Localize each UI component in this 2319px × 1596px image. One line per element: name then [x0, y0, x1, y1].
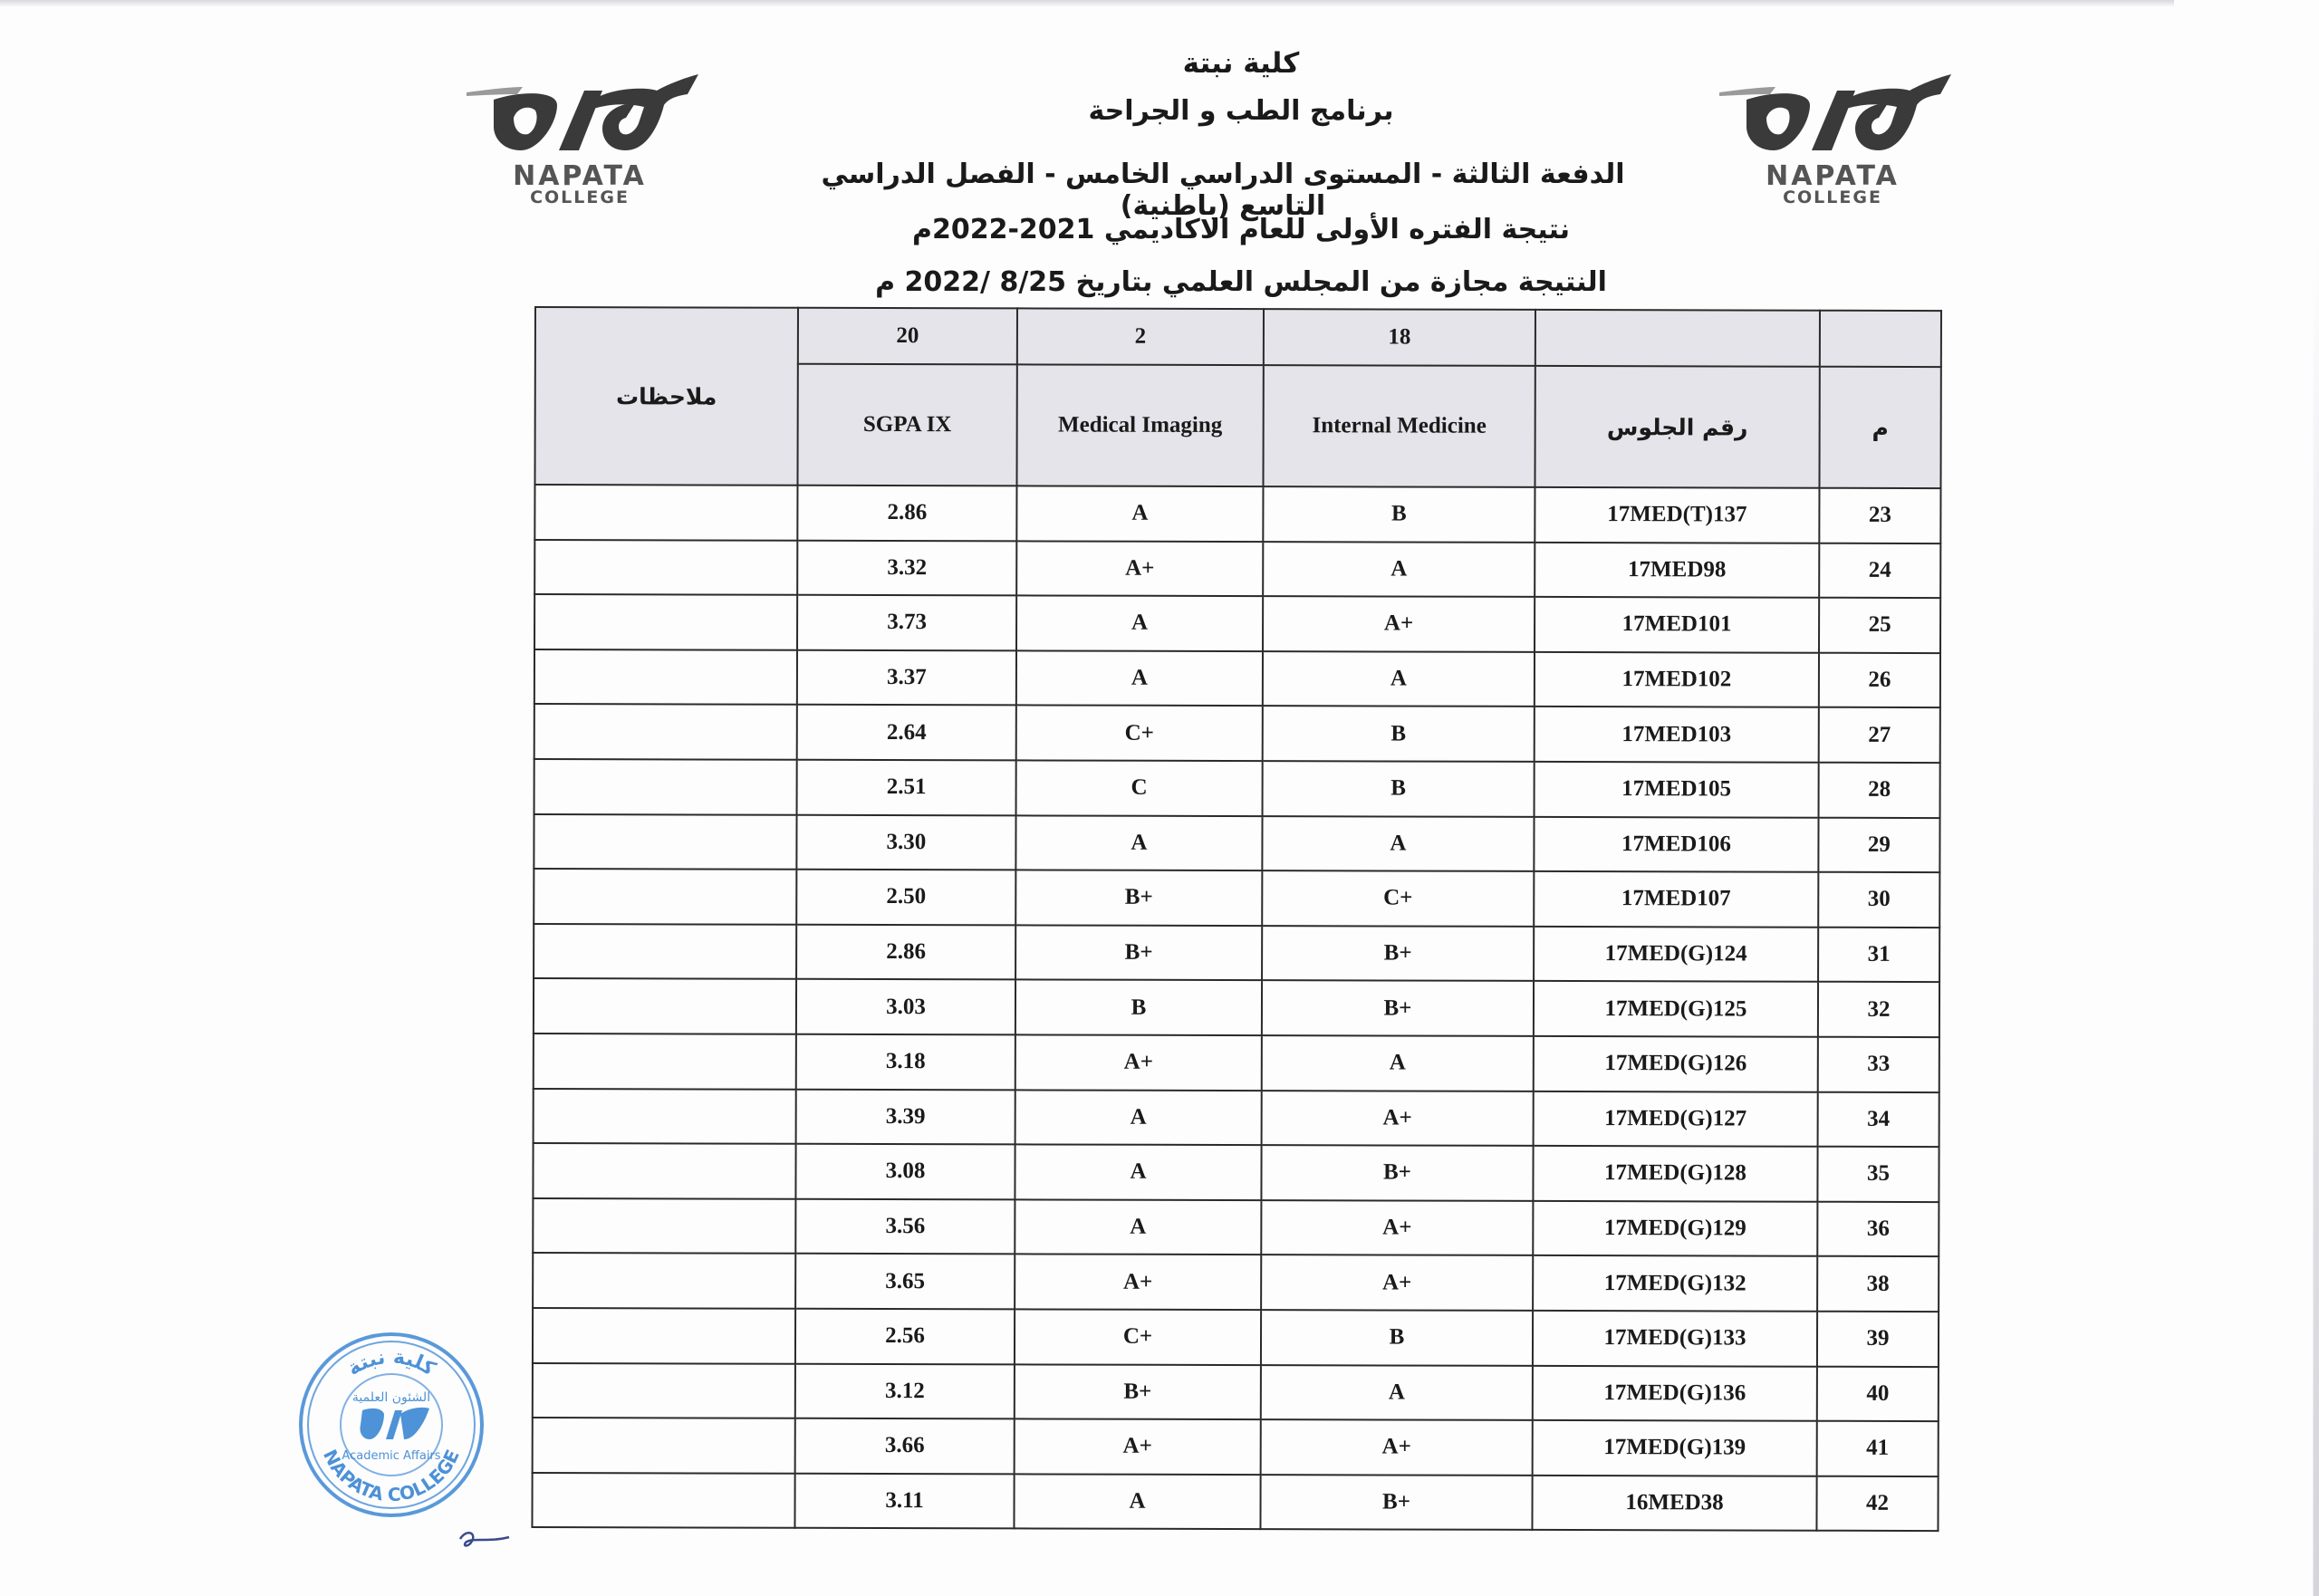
logo-name: NAPATA	[1766, 160, 1900, 192]
table-row	[534, 649, 1940, 708]
seat-number-cell: 17MED(G)139	[1533, 1420, 1817, 1476]
internal-medicine-grade: B+	[1262, 980, 1534, 1035]
serial-number-cell: 42	[1816, 1476, 1938, 1531]
serial-number-cell: 31	[1818, 927, 1939, 982]
sgpa-cell: 3.66	[795, 1418, 1015, 1474]
logo-sub: COLLEGE	[530, 187, 630, 207]
table-row	[533, 1308, 1939, 1367]
sgpa-cell: 3.03	[796, 979, 1015, 1034]
notes-cell	[534, 540, 797, 595]
medical-imaging-grade: A	[1015, 1090, 1262, 1145]
imaging-hours: 2	[1017, 308, 1264, 365]
internal-medicine-grade: C+	[1262, 870, 1534, 926]
serial-number-cell: 23	[1819, 488, 1940, 543]
seat-hours	[1535, 310, 1820, 367]
seat-number-cell: 17MED(G)129	[1533, 1201, 1817, 1256]
medical-imaging-grade: A+	[1015, 1255, 1261, 1310]
seat-number-cell: 17MED103	[1535, 707, 1819, 762]
notes-cell	[534, 1089, 796, 1144]
medical-imaging-grade: B+	[1015, 870, 1262, 926]
medical-imaging-grade: A+	[1015, 1418, 1261, 1474]
sgpa-cell: 3.08	[795, 1144, 1015, 1199]
seat-number-cell: 17MED101	[1535, 597, 1819, 652]
table-row	[533, 1198, 1939, 1257]
table-row	[534, 869, 1939, 928]
serial-number-cell: 24	[1819, 543, 1940, 598]
medical-imaging-grade: C+	[1016, 706, 1263, 761]
table-row	[534, 759, 1940, 818]
seat-number-cell: 16MED38	[1532, 1476, 1816, 1531]
sgpa-cell: 3.12	[795, 1363, 1015, 1418]
table-row	[533, 1418, 1939, 1476]
seat-number-cell: 17MED106	[1534, 816, 1818, 871]
sgpa-cell: 3.32	[797, 540, 1016, 595]
hours-header-row	[535, 307, 1941, 367]
seat-number-cell: 17MED(G)127	[1534, 1091, 1818, 1146]
medical-imaging-grade: A+	[1015, 1034, 1262, 1090]
serial-number-cell: 27	[1819, 707, 1940, 763]
academic-affairs-stamp-icon	[292, 1327, 491, 1522]
internal-medicine-grade: A+	[1261, 1200, 1533, 1255]
notes-cell	[534, 978, 796, 1034]
serial-number-cell: 41	[1817, 1421, 1939, 1476]
medical-imaging-grade: B+	[1015, 1364, 1261, 1419]
batch-level-semester: الدفعة الثالثة - المستوى الدراسي الخامس - الفصل الدراسي التاسع (باطنية)	[821, 159, 1625, 222]
sgpa-cell: 2.50	[796, 870, 1015, 925]
serial-number-cell: 32	[1818, 982, 1939, 1037]
table-row	[533, 1143, 1939, 1202]
internal-header: Internal Medicine	[1263, 365, 1535, 487]
internal-medicine-grade: A	[1263, 651, 1535, 707]
seat-number-cell: 17MED98	[1535, 542, 1819, 597]
serial-number-cell: 26	[1819, 652, 1940, 707]
seat-number-cell: 17MED102	[1535, 652, 1819, 707]
sgpa-cell: 3.73	[797, 595, 1016, 650]
serial-number-cell: 33	[1818, 1037, 1939, 1092]
sgpa-cell: 2.86	[797, 486, 1016, 541]
notes-header: ملاحظات	[534, 307, 798, 486]
medical-imaging-grade: A	[1016, 486, 1263, 541]
table-row	[534, 1034, 1939, 1092]
sgpa-cell: 3.65	[795, 1254, 1015, 1309]
medical-imaging-grade: A	[1016, 596, 1263, 651]
seat-number-cell: 17MED(G)133	[1533, 1311, 1817, 1366]
internal-medicine-grade: B+	[1262, 926, 1534, 981]
internal-medicine-grade: B	[1263, 486, 1535, 542]
sgpa-cell: 2.64	[797, 705, 1016, 760]
notes-cell	[534, 649, 797, 705]
page-right-edge	[2201, 0, 2319, 1596]
sgpa-cell: 2.56	[795, 1309, 1015, 1364]
notes-cell	[534, 759, 797, 814]
table-row	[534, 1089, 1939, 1148]
serial-number-cell: 39	[1817, 1312, 1939, 1367]
serial-number-cell: 35	[1817, 1147, 1939, 1202]
seat-number-cell: 17MED(G)125	[1534, 981, 1818, 1036]
medical-imaging-grade: A	[1016, 650, 1263, 706]
notes-cell	[533, 1418, 795, 1473]
notes-cell	[534, 704, 797, 759]
program-name: برنامج الطب و الجراحة	[1088, 95, 1394, 127]
results-body	[532, 485, 1940, 1531]
signature-mark-icon	[453, 1526, 516, 1553]
serial-number-cell: 28	[1819, 763, 1940, 818]
table-row	[534, 704, 1940, 763]
serial-number-cell: 36	[1817, 1201, 1939, 1256]
medical-imaging-grade: C	[1016, 760, 1263, 815]
medical-imaging-grade: A	[1015, 1145, 1261, 1200]
seat-number-cell: 17MED(G)128	[1533, 1146, 1817, 1201]
medical-imaging-grade: B	[1015, 980, 1262, 1035]
sgpa-cell: 3.37	[797, 650, 1016, 706]
table-row	[534, 814, 1939, 873]
stamp-arabic-mid: الشئون العلمية	[351, 1390, 431, 1405]
internal-medicine-grade: A	[1263, 542, 1535, 597]
table-row	[534, 485, 1940, 543]
serial-number-cell: 40	[1817, 1366, 1939, 1421]
internal-medicine-grade: A	[1261, 1365, 1533, 1420]
notes-cell	[533, 1253, 795, 1308]
notes-cell	[533, 1198, 795, 1254]
college-name: كلية نبتة	[1182, 47, 1300, 80]
medical-imaging-grade: C+	[1015, 1309, 1261, 1364]
sgpa-cell: 3.30	[796, 814, 1015, 870]
notes-cell	[534, 814, 796, 870]
approval-date: النتيجة مجازة من المجلس العلمي بتاريخ 8/25 /2022 م	[875, 266, 1607, 298]
internal-medicine-grade: A+	[1263, 596, 1535, 651]
serial-number-cell: 25	[1819, 598, 1940, 653]
seat-number-cell: 17MED(T)137	[1535, 487, 1819, 543]
internal-medicine-grade: B	[1263, 706, 1535, 761]
notes-cell	[534, 924, 796, 979]
seat-number-cell: 17MED(G)136	[1533, 1365, 1817, 1420]
medical-imaging-grade: A	[1015, 815, 1262, 870]
medical-imaging-grade: A	[1014, 1474, 1260, 1529]
notes-cell	[532, 1473, 794, 1528]
sgpa-cell: 3.39	[796, 1089, 1015, 1144]
napata-logo-icon	[1710, 63, 1955, 163]
notes-cell	[533, 1308, 795, 1363]
notes-cell	[534, 869, 796, 924]
internal-medicine-grade: B+	[1261, 1145, 1533, 1200]
napata-logo-icon	[457, 63, 702, 163]
internal-medicine-grade: A+	[1261, 1419, 1533, 1475]
notes-cell	[534, 485, 797, 540]
m-hours	[1820, 311, 1941, 367]
sgpa-header: SGPA IX	[797, 364, 1016, 486]
table-row	[534, 978, 1939, 1037]
table-row	[534, 540, 1940, 599]
serial-number-cell: 29	[1818, 817, 1939, 872]
table-row	[534, 594, 1940, 653]
table-row	[533, 1253, 1939, 1312]
table-row	[532, 1473, 1938, 1532]
seat-number-cell: 17MED107	[1534, 871, 1818, 927]
sgpa-cell: 2.51	[797, 760, 1016, 815]
college-logo-left	[457, 63, 702, 207]
serial-header: م	[1819, 367, 1940, 488]
notes-cell	[534, 594, 797, 649]
notes-cell	[533, 1362, 795, 1418]
internal-hours: 18	[1264, 309, 1535, 366]
sgpa-cell: 3.11	[794, 1473, 1014, 1528]
internal-medicine-grade: A	[1262, 1035, 1534, 1091]
medical-imaging-grade: B+	[1015, 925, 1262, 980]
table-row	[534, 924, 1939, 983]
internal-medicine-grade: A+	[1261, 1255, 1533, 1310]
medical-imaging-grade: A+	[1016, 541, 1263, 596]
sgpa-cell: 2.86	[796, 925, 1015, 980]
serial-number-cell: 30	[1818, 872, 1939, 928]
serial-number-cell: 38	[1817, 1256, 1939, 1312]
results-table	[531, 306, 1942, 1532]
seat-number-cell: 17MED105	[1535, 762, 1819, 817]
imaging-header: Medical Imaging	[1016, 364, 1263, 486]
logo-name: NAPATA	[513, 160, 647, 192]
page-top-shadow	[0, 0, 2174, 7]
notes-cell	[533, 1143, 795, 1198]
sgpa-hours: 20	[798, 308, 1017, 365]
seat-number-cell: 17MED(G)126	[1534, 1036, 1818, 1091]
serial-number-cell: 34	[1818, 1091, 1939, 1147]
stamp-english-mid: Academic Affairs	[342, 1449, 441, 1463]
logo-sub: COLLEGE	[1783, 187, 1882, 207]
medical-imaging-grade: A	[1015, 1199, 1261, 1255]
table-row	[533, 1362, 1939, 1421]
svg-text:كلية نبتة	[343, 1346, 439, 1381]
result-period-title: نتيجة الفتره الأولى للعام الاكاديمي 2021-2022م	[911, 214, 1571, 245]
internal-medicine-grade: B	[1261, 1310, 1533, 1365]
seat-number-cell: 17MED(G)124	[1534, 927, 1818, 982]
internal-medicine-grade: A	[1262, 816, 1534, 871]
sgpa-cell: 3.18	[796, 1034, 1015, 1090]
notes-cell	[534, 1034, 796, 1089]
seat-number-header: رقم الجلوس	[1535, 366, 1819, 488]
seat-number-cell: 17MED(G)132	[1533, 1255, 1817, 1311]
sgpa-cell: 3.56	[795, 1198, 1015, 1254]
college-logo-right	[1710, 63, 1955, 207]
stamp-arabic-top: كلية نبتة	[343, 1345, 439, 1381]
internal-medicine-grade: A+	[1262, 1091, 1534, 1146]
stamp-english-bottom: NAPATA COLLEGE	[319, 1446, 464, 1506]
internal-medicine-grade: B+	[1260, 1475, 1532, 1530]
internal-medicine-grade: B	[1263, 761, 1535, 816]
